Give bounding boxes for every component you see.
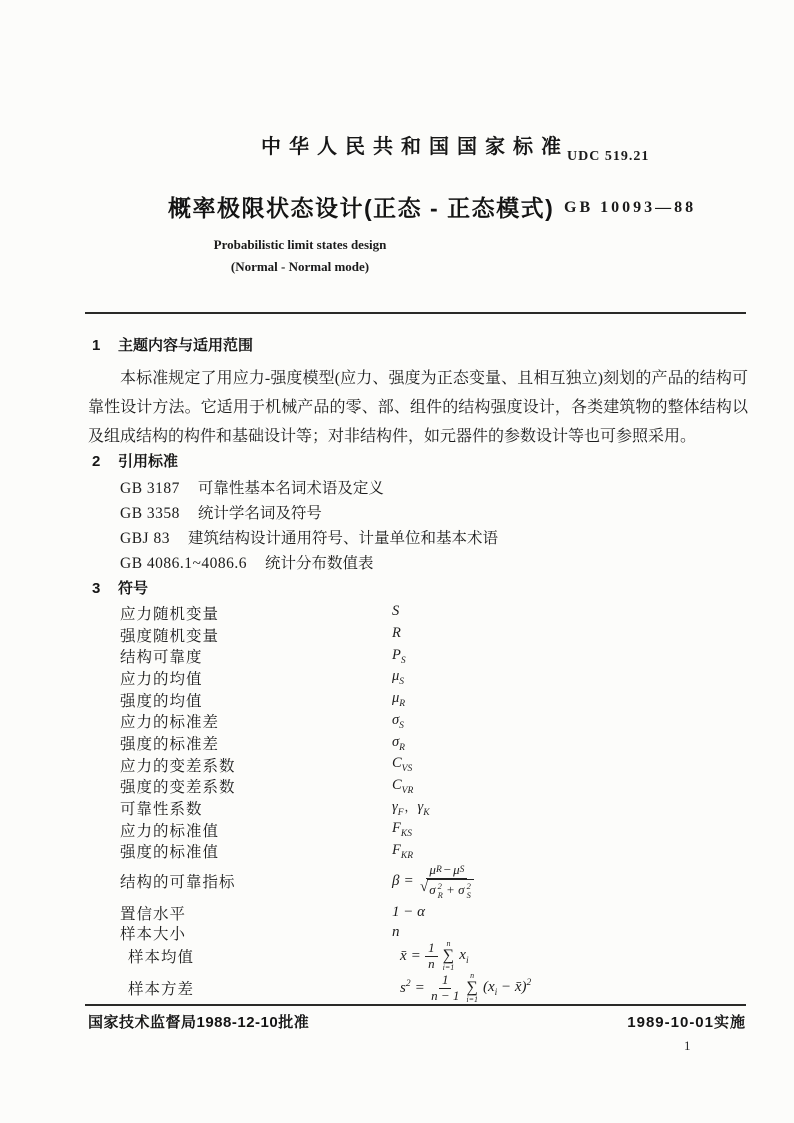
symbol-row	[120, 797, 680, 819]
symbol-value: $\gamma_F$，$\gamma_K$	[392, 799, 430, 818]
symbol-label: 置信水平	[120, 905, 187, 923]
symbol-row	[120, 645, 680, 667]
symbol-row	[120, 819, 680, 841]
reference-code: GB 3358	[120, 505, 180, 522]
symbol-label: 强度的变差系数	[120, 779, 236, 797]
symbol-label: 应力随机变量	[120, 605, 220, 623]
standard-title-zh: 概率极限状态设计(正态 - 正态模式)	[168, 195, 555, 221]
standard-title-en: Probabilistic limit states design	[213, 237, 387, 252]
symbol-value: $\mu_S$	[392, 668, 405, 688]
section-1-number: 1	[92, 337, 101, 354]
reference-item	[120, 476, 720, 501]
symbol-value: $F_{KR}$	[392, 841, 413, 861]
symbol-value: $\sigma_S$	[392, 711, 404, 731]
symbol-row	[120, 732, 680, 754]
standard-number: GB 10093—88	[564, 199, 697, 216]
standard-title-en-sub: (Normal - Normal mode)	[230, 259, 370, 274]
symbol-value: $P_S$	[392, 646, 406, 666]
symbol-label: 应力的标准差	[120, 714, 220, 732]
footer-rule	[85, 1004, 746, 1006]
section-3-heading	[92, 577, 148, 598]
section-1-heading	[92, 334, 253, 355]
symbol-row	[120, 602, 680, 624]
scope-paragraph: 本标准规定了用应力-强度模型(应力、强度为正态变量、且相互独立)刻划的产品的结构可靠性设计方法。它适用于机械产品的零、部、组件的结构强度设计，各类建筑物的整体结构以及组成结构的构件和基础设计等；对非结构件，如元器件的参数设计等也可参照采用。	[88, 370, 748, 445]
symbol-row	[120, 776, 680, 798]
symbol-label: 可靠性系数	[120, 801, 203, 819]
symbol-value: $\mu_R$	[392, 690, 406, 710]
reference-item	[120, 501, 720, 526]
reference-code: GB 3187	[120, 480, 180, 497]
reference-title: 统计学名词及符号	[197, 505, 322, 522]
header-rule	[85, 312, 746, 314]
page-number: 1	[684, 1038, 691, 1053]
symbol-row	[120, 841, 680, 863]
beta-formula: β = μ R − μ S √ σ 2 R + σ 2 S	[392, 863, 476, 899]
reference-item	[120, 551, 720, 576]
symbol-label: 应力的均值	[120, 670, 203, 688]
authority-title: 中华人民共和国国家标准	[261, 136, 569, 158]
symbol-label: 强度的均值	[120, 692, 203, 710]
symbol-row	[120, 624, 680, 646]
section-2-heading	[92, 450, 178, 471]
symbol-row	[120, 689, 680, 711]
udc-number: UDC 519.21	[567, 149, 650, 164]
symbol-list	[120, 602, 680, 862]
symbol-value: S	[392, 603, 400, 620]
reference-code: GBJ 83	[120, 530, 170, 547]
reference-item	[120, 526, 720, 551]
reliability-index-row	[120, 860, 720, 902]
symbol-label: 结构的可靠指标	[120, 874, 236, 891]
symbol-value: R	[392, 625, 401, 642]
sample-variance-formula: $s^2$ = $\frac{1}{n - 1}$ n ∑ i=1 ($x_i$ − x̄)$^2$	[400, 971, 532, 1004]
symbol-value: $C_{VS}$	[392, 755, 413, 775]
symbol-label: 强度随机变量	[120, 627, 220, 645]
implementation-text: 1989-10-01实施	[627, 1014, 746, 1031]
reference-title: 统计分布数值表	[265, 555, 374, 572]
confidence-value: 1 − α	[392, 904, 425, 920]
symbol-row	[120, 754, 680, 776]
section-1-title: 主题内容与适用范围	[118, 337, 254, 354]
symbol-label: 强度的标准差	[120, 735, 220, 753]
symbol-label: 样本大小	[120, 925, 187, 943]
symbol-label: 强度的标准值	[120, 844, 220, 862]
symbol-label: 应力的变差系数	[120, 757, 236, 775]
symbol-value: $\sigma_R$	[392, 733, 405, 753]
section-3-number: 3	[92, 580, 101, 597]
sample-variance-row	[120, 971, 720, 1005]
symbol-value: $F_{KS}$	[392, 820, 412, 840]
reference-title: 可靠性基本名词术语及定义	[197, 480, 384, 497]
sample-size-value: n	[392, 924, 400, 940]
symbol-value: $C_{VR}$	[392, 776, 414, 796]
symbol-label: 样本均值	[128, 949, 195, 966]
approval-text: 国家技术监督局1988-12-10批准	[88, 1014, 310, 1031]
sample-mean-row	[120, 939, 720, 973]
reference-code: GB 4086.1~4086.6	[120, 555, 248, 572]
reference-list	[120, 476, 720, 576]
symbol-label: 样本方差	[128, 981, 195, 998]
symbol-label: 结构可靠度	[120, 649, 203, 667]
sample-mean-formula: x̄ = $\frac{1}{n}$ n ∑ i=1 $x_i$	[400, 939, 469, 972]
symbol-row	[120, 710, 680, 732]
symbol-label: 应力的标准值	[120, 822, 220, 840]
section-2-number: 2	[92, 453, 101, 470]
symbol-row	[120, 667, 680, 689]
reference-title: 建筑结构设计通用符号、计量单位和基本术语	[187, 530, 498, 547]
section-2-title: 引用标准	[118, 453, 179, 470]
confidence-level-row	[120, 902, 720, 923]
section-3-title: 符号	[118, 580, 149, 597]
